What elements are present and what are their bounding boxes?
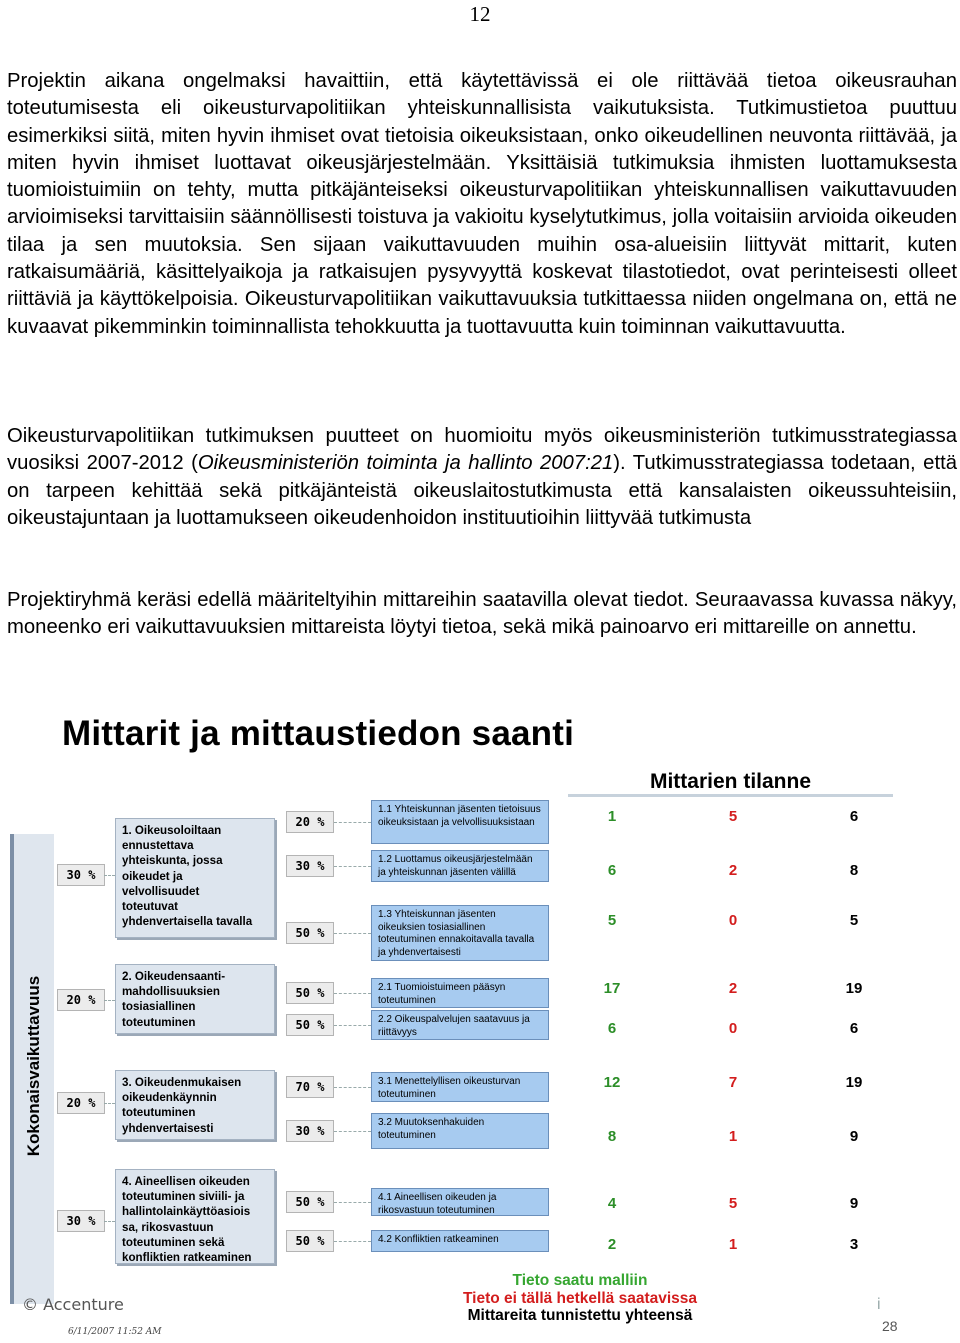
count-total: 3 (849, 1236, 859, 1253)
count-missing: 1 (728, 1128, 738, 1145)
indicator-weight: 50 % (286, 982, 334, 1004)
count-found: 12 (603, 1074, 621, 1091)
paragraph-3: Projektiryhmä keräsi edellä määriteltyihin mittareihin saatavilla olevat tiedot. Seuraavassa kuvassa näkyy, moneenko eri vaikuttavuuksien mittareista löytyi tietoa, sekä mikä painoarvo eri mittareille on annettu. (7, 589, 957, 639)
count-missing: 7 (728, 1074, 738, 1091)
indicator-figure (0, 700, 960, 1343)
paragraph-2 (7, 423, 957, 532)
count-found: 17 (603, 980, 621, 997)
footer-fragment: i (877, 1296, 881, 1313)
indicator-box: 1.3 Yhteiskunnan jäsenten oikeuksien tosiasiallinen toteutuminen ennakoitavalla tavalla ja yhdenvertaisesti (371, 905, 549, 961)
indicator-box: 4.1 Aineellisen oikeuden ja rikosvastuun toteutuminen (371, 1188, 549, 1216)
legend-found: Tieto saatu malliin (512, 1272, 648, 1289)
indicator-box: 2.2 Oikeuspalvelujen saatavuus ja riittävyys (371, 1010, 549, 1040)
slide-number: 28 (882, 1318, 898, 1334)
group-label: 2. Oikeudensaanti- mahdollisuuksien tosiasiallinen toteutuminen (122, 970, 226, 1029)
connector-line (334, 1241, 371, 1242)
paragraph-1: Projektin aikana ongelmaksi havaittiin, että käytettävissä ei ole riittävää tietoa oikeusrauhan toteutumisesta eli oikeusturvapolitiikan yhteiskunnallisista vaikutuksista. Tutkimustietoa puuttuu esimerkiksi siitä, miten hyvin ihmiset ovat tietoisia oikeuksistaan, onko oikeudellinen neuvonta riittävää, ja miten hyvin ihmiset luottavat oikeusjärjestelmään. Yksittäisiä tutkimuksia ihmisten luottamuksesta tuomioistuimiin on tehty, mutta pitkäjänteiseksi oikeusturvapolitiikan yhteiskunnallisen vaikuttavuuden arvioimiseksi tarvittaisiin säännöllisesti toistuva ja vakioitu kyselytutkimus, jolla voitaisiin arvioida oikeuden tilaa ja sen muutoksia. Sen sijaan vaikuttavuuden muihin osa-alueisiin liittyvät mittarit, kuten ratkaisumääriä, käsittelyaikoja ja ratkaisujen pysyvyyttä koskevat tilastotiedot, ovat perinteisesti olleet riittäviä ja käyttökelpoisia. Oikeusturvapolitiikan vaikuttavuuksia tutkittaessa niiden ongelmana on, että ne kuvaavat pikemminkin toiminnallista tehokkuutta ja tuottavuutta kuin toiminnan vaikuttavuutta. (7, 70, 957, 338)
group-weight: 20 % (57, 989, 105, 1011)
connector-line (334, 1087, 371, 1088)
indicator-box: 1.2 Luottamus oikeusjärjestelmään ja yhteiskunnan jäsenten välillä (371, 850, 549, 882)
count-missing: 2 (728, 862, 738, 879)
group-box (115, 818, 275, 938)
legend-missing: Tieto ei tällä hetkellä saatavissa (462, 1289, 698, 1307)
connector-line (334, 866, 371, 867)
count-missing: 0 (728, 1020, 738, 1037)
count-total: 8 (849, 862, 859, 879)
count-found: 1 (607, 808, 617, 825)
count-total: 19 (845, 980, 863, 997)
paragraph-2-italic: Oikeusministeriön toiminta ja hallinto 2007:21 (197, 452, 614, 475)
indicator-box: 3.2 Muutoksenhakuiden toteutuminen (371, 1113, 549, 1149)
indicator-weight: 20 % (286, 811, 334, 833)
count-found: 4 (607, 1195, 617, 1212)
count-total: 5 (849, 912, 859, 929)
indicator-weight: 30 % (286, 855, 334, 877)
indicator-weight: 30 % (286, 1120, 334, 1142)
count-total: 6 (849, 808, 859, 825)
connector-line (334, 1202, 371, 1203)
connector-line (334, 933, 371, 934)
figure-title: Mittarit ja mittaustiedon saanti (62, 714, 575, 753)
connector-line (334, 822, 371, 823)
indicator-weight: 50 % (286, 1014, 334, 1036)
legend-total: Mittareita tunnistettu yhteensä (467, 1307, 693, 1324)
indicator-box: 3.1 Menettelyllisen oikeusturvan toteutuminen (371, 1072, 549, 1102)
group-weight: 30 % (57, 864, 105, 886)
indicator-box: 1.1 Yhteiskunnan jäsenten tietoisuus oikeuksistaan ja velvollisuuksistaan (371, 800, 549, 844)
group-box (115, 964, 275, 1034)
indicator-weight: 50 % (286, 1230, 334, 1252)
count-found: 6 (607, 1020, 617, 1037)
legend (440, 1272, 720, 1325)
connector-line (104, 1221, 115, 1222)
group-label: 1. Oikeusoloiltaan ennustettava yhteiskunta, jossa oikeudet ja velvollisuudet toteutuvat yhdenvertaisella tavalla (122, 824, 253, 929)
count-missing: 0 (728, 912, 738, 929)
count-total: 9 (849, 1195, 859, 1212)
group-label: 3. Oikeudenmukaisen oikeudenkäynnin toteutuminen yhdenvertaisesti (122, 1076, 242, 1135)
accenture-logo: © Accenture (22, 1295, 124, 1314)
count-found: 2 (607, 1236, 617, 1253)
connector-line (104, 1103, 115, 1104)
connector-line (334, 1131, 371, 1132)
group-weight: 20 % (57, 1092, 105, 1114)
count-found: 8 (607, 1128, 617, 1145)
count-missing: 5 (728, 808, 738, 825)
group-box (115, 1070, 275, 1140)
indicator-box: 2.1 Tuomioistuimeen pääsyn toteutuminen (371, 978, 549, 1008)
overall-impact-bar (10, 834, 54, 1304)
connector-line (334, 993, 371, 994)
count-missing: 2 (728, 980, 738, 997)
overall-impact-label: Kokonaisvaikuttavuus (24, 975, 43, 1157)
connector-line (334, 1025, 371, 1026)
indicator-weight: 50 % (286, 922, 334, 944)
count-total: 9 (849, 1128, 859, 1145)
count-missing: 1 (728, 1236, 738, 1253)
group-label: 4. Aineellisen oikeuden toteutuminen siviili- ja hallintolainkäyttöasiois sa, rikosvastuun toteutuminen sekä konfliktien ratkeaminen (122, 1175, 252, 1265)
footer-timestamp: 6/11/2007 11:52 AM (68, 1327, 162, 1337)
group-weight: 30 % (57, 1210, 105, 1232)
connector-line (104, 875, 115, 876)
count-missing: 5 (728, 1195, 738, 1212)
count-total: 6 (849, 1020, 859, 1037)
group-box (115, 1169, 275, 1264)
paragraph-2-text-a: Oikeusturvapolitiikan tutkimuksen puutteet on huomioitu myös oikeusministeriön tutkimusstrategiassa vuosiksi 2007-2012 ( (7, 425, 957, 475)
paragraph-2-text-b: ). Tutkimusstrategiassa todetaan, että on tarpeen kehittää sekä pitkäjänteistä oikeuslaitostutkimusta että kansalaisten oikeussuhteisiin, oikeustajuntaan ja luottamukseen oikeudenhoidon instituutioihin liittyvää tutkimusta (7, 452, 957, 529)
indicator-box: 4.2 Konfliktien ratkeaminen (371, 1230, 549, 1252)
count-found: 5 (607, 912, 617, 929)
connector-line (104, 1000, 115, 1001)
page-number: 12 (469, 2, 491, 26)
count-found: 6 (607, 862, 617, 879)
count-total: 19 (845, 1074, 863, 1091)
status-header: Mittarien tilanne (568, 768, 893, 797)
indicator-weight: 50 % (286, 1191, 334, 1213)
indicator-weight: 70 % (286, 1076, 334, 1098)
